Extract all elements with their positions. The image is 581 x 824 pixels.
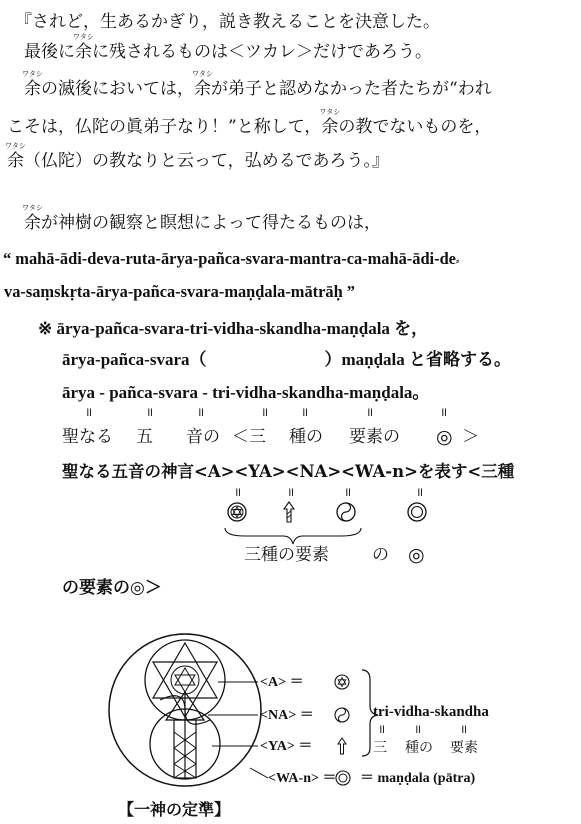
mantra-line-1: “ mahā-ādi-deva-ruta-ārya-pañca-svara-mantra-ca-mahā-ādi-de⸗	[3, 249, 460, 268]
ruby-yo: ワタシ 余	[22, 70, 43, 99]
gloss-row	[0, 427, 581, 449]
gloss-word: ◎	[436, 426, 453, 448]
quote-line-3: ワタシ 余の滅後においては， ワタシ 余が弟子と認めなかった者たちが“われ	[22, 70, 492, 99]
quote-line-2: 最後に ワタシ 余に残されるものは＜ツカレ＞だけであろう。	[24, 33, 432, 62]
label-mandala: ＝ maṇḍala (pātra)	[360, 771, 476, 786]
skandha-gloss: 三 種の 要素	[373, 740, 478, 756]
ruby-yo: ワタシ 余	[5, 142, 26, 171]
symbols-row	[215, 498, 455, 548]
equal-mark: ॥	[301, 405, 309, 419]
label-wan: <WA-n> ＝	[268, 771, 337, 786]
ruby-yo: ワタシ 余	[192, 70, 213, 99]
gloss-word: 聖なる	[62, 427, 113, 447]
ruby-yo: ワタシ 余	[319, 108, 341, 137]
equal-mark: ॥	[344, 485, 352, 499]
note-line-3: ārya - pañca-svara - tri-vidha-skandha-maṇḍala。	[62, 383, 430, 402]
equal-mark: ॥	[85, 405, 93, 419]
gloss-word: 種の	[289, 427, 323, 447]
label-a: <A> ＝	[260, 675, 304, 690]
skandha-label: tri-vidha-skandha	[373, 704, 489, 720]
equal-mark: ॥	[440, 405, 448, 419]
equal-mark: ॥	[460, 722, 468, 736]
equal-mark: ॥	[197, 405, 205, 419]
mantra-line-2: va-saṃskṛta-ārya-pañca-svara-maṇḍala-mātrāḥ ”	[4, 282, 355, 301]
figure-caption: 【一神の定準】	[118, 800, 231, 819]
ya-arrow-icon	[284, 502, 294, 522]
brace	[225, 528, 361, 544]
equal-mark: ॥	[414, 722, 422, 736]
equal-mark: ॥	[287, 485, 295, 499]
equal-mark: ॥	[366, 405, 374, 419]
quote-line-4: こそは，仏陀の眞弟子なり！”と称して， ワタシ 余の教でないものを，	[7, 108, 492, 137]
na-swirl-icon	[337, 503, 355, 521]
quote-line-1: 『されど，生あるかぎり，説き教えることを決意した。	[15, 12, 440, 32]
equal-mark: ॥	[146, 405, 154, 419]
equal-mark: ॥	[416, 485, 424, 499]
gloss-word: 音の	[186, 427, 220, 447]
equal-mark: ॥	[378, 722, 386, 736]
double-circle-icon	[408, 503, 426, 521]
label-na: <NA> ＝	[260, 708, 314, 723]
note-line-2: ārya-pañca-svara（ ）maṇḍala と省略する。	[62, 350, 512, 369]
note-line-1: ※ ārya-pañca-svara-tri-vidha-skandha-maṇḍala を，	[38, 319, 429, 338]
ruby-yo: ワタシ 余	[22, 204, 43, 233]
p2-line-1: ワタシ 余が神樹の観察と瞑想によって得たるものは，	[22, 204, 381, 233]
gloss-word: ＞	[462, 427, 479, 447]
quote-line-5: ワタシ 余（仏陀）の教なりと云って，弘めるであろう。』	[5, 142, 389, 171]
note-line-7: の要素の◎＞	[62, 578, 162, 598]
note-line-6: 三種の要素 の ◎	[244, 544, 425, 566]
label-ya: <YA> ＝	[260, 739, 313, 754]
gloss-word: ＜三	[232, 427, 266, 447]
gloss-word: 五	[136, 427, 153, 447]
equal-mark: ॥	[234, 485, 242, 499]
equal-mark: ॥	[261, 405, 269, 419]
note-line-5: 聖なる五音の神言<A><YA><NA><WA-n>を表す<三種	[62, 462, 515, 481]
a-seal-icon	[228, 503, 246, 521]
gloss-word: 要素の	[349, 427, 400, 447]
ruby-yo: ワタシ 余	[73, 33, 94, 62]
